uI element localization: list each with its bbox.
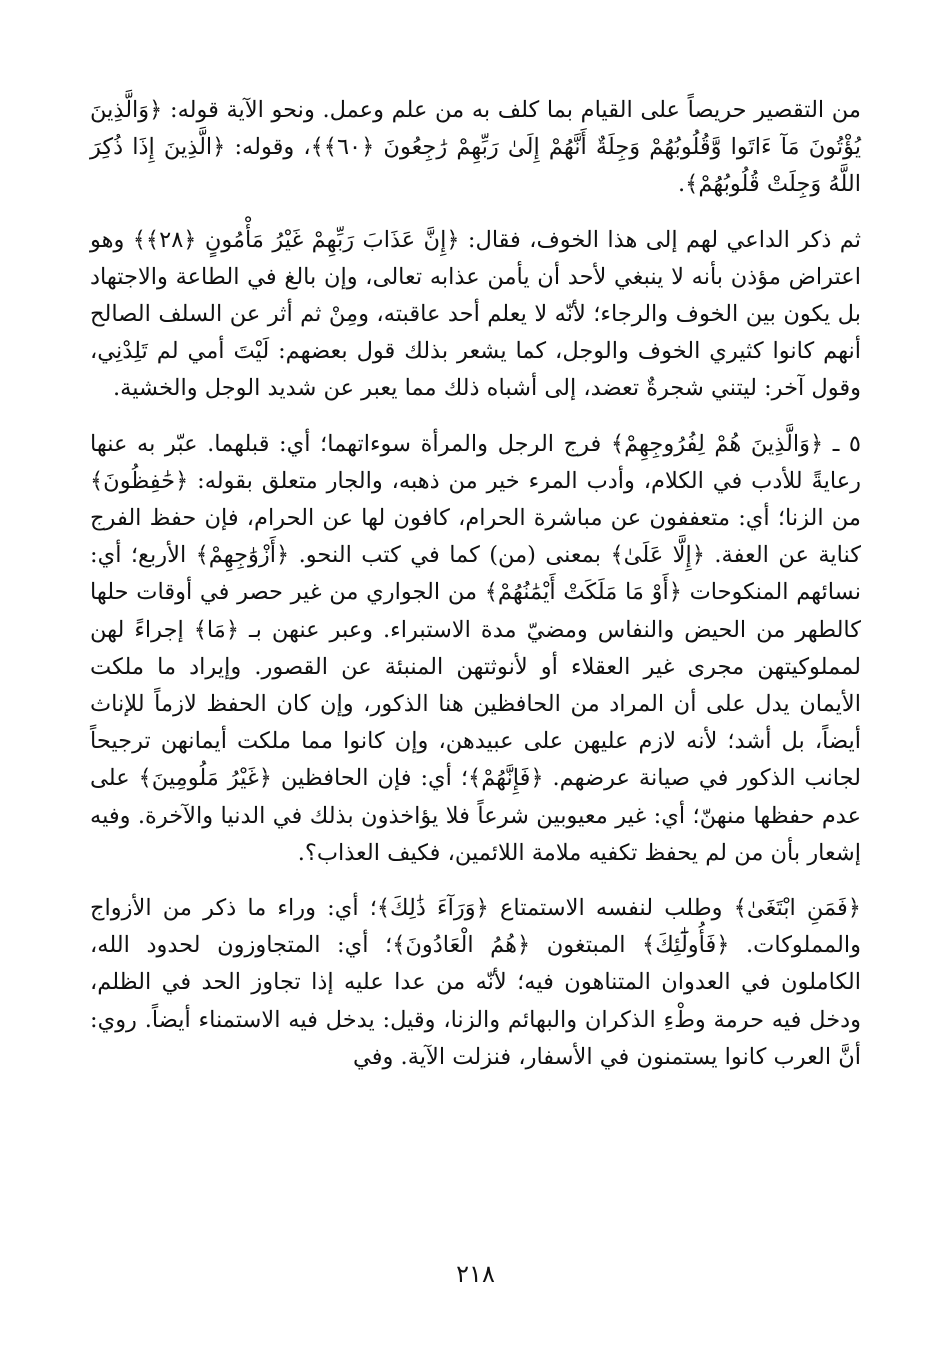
paragraph-4: ﴿فَمَنِ ابْتَغَىٰ﴾ وطلب لنفسه الاستمتاع ﴿وَرَآءَ ذَٰلِكَ﴾؛ أي: وراء ما ذكر من الأزواج والمملوكات. ﴿فَأُولَٰٓئِكَ﴾ المبتغون ﴿هُمُ الْعَادُونَ﴾؛ أي: المتجاوزون لحدود الله، الكاملون في العدوان المتناهون فيه؛ لأنّه من عدا عليه إذا تجاوز الحد في الظلم، ودخل فيه حرمة وطْءِ الذكران والبهائم والزنا، وقيل: يدخل فيه الاستمناء أيضاً. روي: أنَّ العرب كانوا يستمنون في الأسفار، فنزلت الآية. وفي: [90, 895, 861, 1070]
paragraph-2: ثم ذكر الداعي لهم إلى هذا الخوف، فقال: ﴿إِنَّ عَذَابَ رَبِّهِمْ غَيْرُ مَأْمُونٍ ﴿٢٨﴾﴾ وهو اعتراض مؤذن بأنه لا ينبغي لأحد أن يأمن عذابه تعالى، وإن بالغ في الطاعة والاجتهاد بل يكون بين الخوف والرجاء؛ لأنّه لا يعلم أحد عاقبته، ومِنْ ثم أثر عن السلف الصالح أنهم كانوا كثيري الخوف والوجل، كما يشعر بذلك قول بعضهم: لَيْتَ أمي لم تَلِدْنِي، وقول آخر: ليتني شجرةٌ تعضد، إلى أشباه ذلك مما يعبر عن شديد الوجل والخشية.: [90, 226, 861, 402]
paragraph-3: ٥ ـ ﴿وَالَّذِينَ هُمْ لِفُرُوجِهِمْ﴾ فرج الرجل والمرأة سوءاتهما؛ أي: قبلهما. عبّر به عنها رعايةً للأدب في الكلام، وأدب المرء خير من ذهبه، والجار متعلق بقوله: ﴿حَٰفِظُونَ﴾ من الزنا؛ أي: متعففون عن مباشرة الحرام، كافون لها عن الحرام، فإن حفظ الفرج كناية عن العفة. ﴿إِلَّا عَلَىٰ﴾ بمعنى (من) كما في كتب النحو. ﴿أَزْوَٰجِهِمْ﴾ الأربع؛ أي: نسائهم المنكوحات ﴿أَوْ مَا مَلَكَتْ أَيْمَٰنُهُمْ﴾ من الجواري من غير حصر في أوقات حلها كالطهر من الحيض والنفاس ومضيّ مدة الاستبراء. وعبر عنهن بـ ﴿مَا﴾ إجراءً لهن لمملوكيتهن مجرى غير العقلاء أو لأنوثتهن المنبئة عن القصور. وإيراد ما ملكت الأيمان يدل على أن المراد من الحافظين هنا الذكور، وإن كان الحفظ لازماً للإناث أيضاً، بل أشد؛ لأنه لازم عليهن على عبيدهن، وإن كانوا مما ملكت أيمانهن ترجيحاً لجانب الذكور في صيانة عرضهم. ﴿فَإِنَّهُمْ﴾؛ أي: فإن الحافظين ﴿غَيْرُ مَلُومِينَ﴾ على عدم حفظها منهنّ؛ أي: غير معيوبين شرعاً فلا يؤاخذون بذلك في الدنيا والآخرة. وفيه إشعار بأن من لم يحفظ تكفيه ملامة اللائمين، فكيف العذاب؟.: [90, 430, 861, 866]
paragraph-1: من التقصير حريصاً على القيام بما كلف به من علم وعمل. ونحو الآية قوله: ﴿وَالَّذِينَ يُؤْتُونَ مَآ ءَاتَوا وَّقُلُوبُهُمْ وَجِلَةٌ أَنَّهُمْ إِلَىٰ رَبِّهِمْ رَٰجِعُونَ ﴿٦٠﴾﴾، وقوله: ﴿الَّذِينَ إِذَا ذُكِرَ اللَّهُ وَجِلَتْ قُلُوبُهُمْ﴾.: [90, 97, 862, 198]
page-number: ٢١٨: [456, 1260, 495, 1288]
